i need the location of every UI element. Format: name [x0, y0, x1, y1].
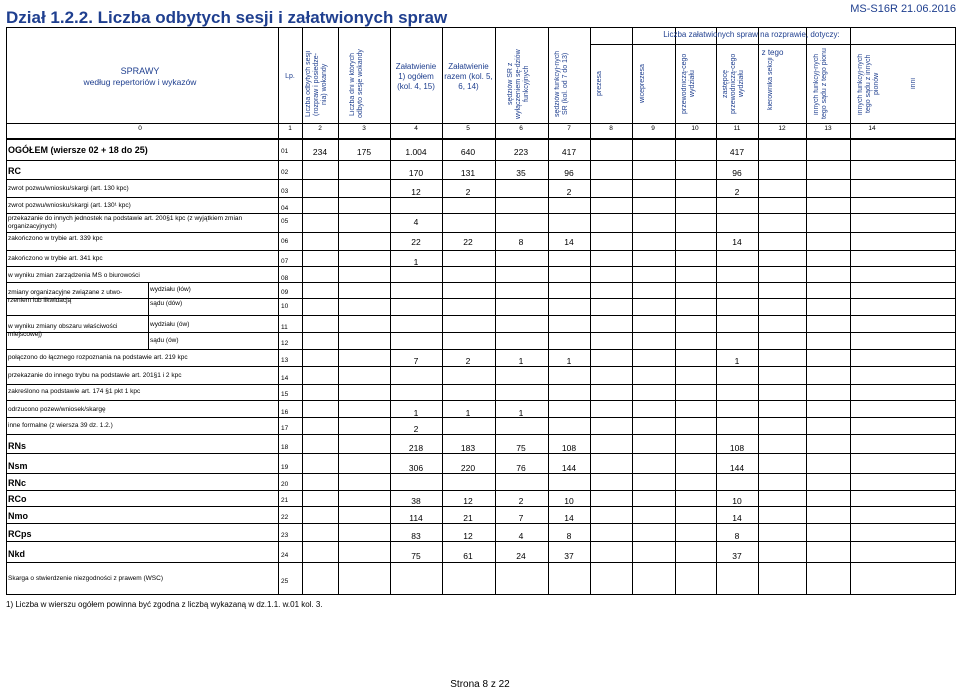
- row-03-col-3: 12: [411, 187, 421, 197]
- rule-v: [632, 27, 633, 595]
- header-col_zal_razem: Załatwienie razem (kol. 5, 6, 14): [444, 62, 493, 91]
- row-13-col-5: 1: [518, 356, 524, 366]
- row-number-14: 14: [281, 375, 289, 382]
- row-24-col-6: 37: [564, 551, 574, 561]
- row-13-col-4: 2: [465, 356, 471, 366]
- rule-v: [302, 27, 303, 595]
- row-number-05: 05: [281, 218, 289, 225]
- row-22-col-3: 114: [409, 513, 423, 523]
- row-03-col-6: 2: [566, 187, 572, 197]
- rule-v: [716, 27, 717, 595]
- row-number-25: 25: [281, 578, 289, 585]
- row-number-19: 19: [281, 464, 289, 471]
- rule-h: [6, 160, 955, 161]
- col-number: 13: [824, 125, 832, 132]
- rule-h: [6, 400, 955, 401]
- row-number-03: 03: [281, 188, 289, 195]
- rule-h: [6, 434, 955, 435]
- rule-h: [6, 179, 955, 180]
- row-18-col-3: 218: [408, 443, 424, 453]
- row-21-col-11: 10: [732, 496, 742, 506]
- row-01-col-1: 234: [312, 147, 328, 157]
- row-02-col-11: 96: [732, 168, 742, 178]
- row-01-col-5: 223: [513, 147, 529, 157]
- row-label-18: RNs: [8, 441, 27, 451]
- rule-h: [6, 123, 955, 124]
- rule-h: [6, 266, 955, 267]
- row-23-col-4: 12: [463, 531, 473, 541]
- row-02-col-6: 96: [564, 168, 574, 178]
- row-05-col-3: 4: [413, 217, 419, 227]
- row-label-09: wydziału (łów): [150, 286, 191, 293]
- header-prezesa: prezesa: [596, 71, 603, 97]
- row-02-col-4: 131: [460, 168, 476, 178]
- rule-h: [6, 506, 955, 507]
- row-number-23: 23: [281, 532, 289, 539]
- rule-h: [6, 366, 955, 367]
- rule-v: [758, 27, 759, 595]
- rule-v: [390, 27, 391, 595]
- header-innych2: innych funkcyj-nych tego sądu z innych pionów: [857, 53, 880, 115]
- rule-v: [590, 27, 591, 595]
- form-code: MS-S16R 21.06.2016: [850, 3, 956, 15]
- row-number-01: 01: [281, 148, 289, 155]
- rule-v: [148, 282, 149, 349]
- row-label-17: inne formalne (z wiersza 39 dz. 1.2.): [8, 422, 113, 429]
- row-label-03: zwrot pozwu/wniosku/skargi (art. 130 kpc): [8, 185, 129, 192]
- rule-h: [6, 349, 955, 350]
- row-24-col-4: 61: [463, 551, 473, 561]
- row-24-col-5: 24: [516, 551, 526, 561]
- row-21-col-3: 38: [411, 496, 421, 506]
- header-liczba-zal: Liczba załatwionych spraw na rozprawie, dotyczy:: [663, 30, 840, 39]
- rule-v: [338, 27, 339, 595]
- row-number-21: 21: [281, 497, 289, 504]
- row-number-17: 17: [281, 425, 289, 432]
- header-col_sedziow_sr: sędziów SR z wyłączeniem sę-dziów funkcyjnych: [506, 49, 530, 119]
- group-label-zmiany: zmiany organizacyjne związane z utwo-rzeniem lub likwidacją: [8, 289, 123, 304]
- rule-h: [6, 523, 955, 524]
- row-label-19: Nsm: [8, 461, 28, 471]
- row-number-06: 06: [281, 238, 289, 245]
- row-02-col-5: 35: [516, 168, 526, 178]
- col-number: 7: [567, 125, 571, 132]
- header-przewodn: przewodniczą-cego wydziału: [680, 53, 696, 115]
- row-number-09: 09: [281, 289, 289, 296]
- row-21-col-4: 12: [463, 496, 473, 506]
- rule-v: [675, 27, 676, 595]
- col-number: 10: [691, 125, 699, 132]
- row-23-col-3: 83: [411, 531, 421, 541]
- row-06-col-4: 22: [463, 237, 473, 247]
- row-number-11: 11: [281, 324, 288, 331]
- row-label-23: RCps: [8, 529, 32, 539]
- group-label-obszaru: w wyniku zmiany obszaru właściwości miejscowej): [8, 323, 118, 338]
- row-21-col-6: 10: [564, 496, 574, 506]
- row-13-col-6: 1: [566, 356, 572, 366]
- rule-h: [6, 384, 955, 385]
- row-label-24: Nkd: [8, 549, 26, 559]
- row-01-col-3: 1.004: [405, 147, 427, 157]
- col-number: 14: [868, 125, 876, 132]
- row-13-col-11: 1: [734, 356, 740, 366]
- header-innych1: innych funkcyj-nych tego sądu z tego pionu: [813, 48, 828, 120]
- row-19-col-6: 144: [561, 463, 577, 473]
- row-06-col-11: 14: [732, 237, 742, 247]
- row-01-col-11: 417: [729, 147, 745, 157]
- row-19-col-4: 220: [460, 463, 476, 473]
- row-number-04: 04: [281, 205, 289, 212]
- row-number-02: 02: [281, 169, 289, 176]
- row-24-col-3: 75: [411, 551, 421, 561]
- row-label-25: Skarga o stwierdzenie niezgodności z prawem (WSC): [8, 575, 163, 582]
- rule-h: [6, 541, 955, 542]
- row-label-22: Nmo: [8, 511, 28, 521]
- header-wiceprezesa: wiceprezesa: [638, 64, 646, 104]
- header-col_sesje: Liczba odbytych sesji (rozpraw i posiedze-nia) wokandy: [305, 50, 328, 118]
- rule-v: [806, 27, 807, 595]
- header-kierownika: kierownika sekcji: [767, 57, 774, 111]
- row-01-col-2: 175: [356, 147, 372, 157]
- row-16-col-5: 1: [518, 408, 524, 418]
- row-label-11: wydziału (ów): [150, 321, 190, 328]
- col-number: 3: [362, 125, 366, 132]
- header-lp: Lp.: [285, 73, 295, 80]
- row-label-02: RC: [8, 166, 21, 176]
- header-col_dni: Liczba dni w których odbyto sesje wokandy: [349, 49, 364, 119]
- rule-v: [955, 138, 956, 595]
- rule-h: [6, 473, 955, 474]
- row-17-col-3: 2: [413, 424, 419, 434]
- row-number-07: 07: [281, 258, 289, 265]
- rule-h: [6, 197, 955, 198]
- col-number: 12: [778, 125, 786, 132]
- row-02-col-3: 170: [408, 168, 424, 178]
- row-number-24: 24: [281, 552, 289, 559]
- row-03-col-11: 2: [734, 187, 740, 197]
- rule-h: [6, 562, 955, 563]
- row-number-22: 22: [281, 514, 289, 521]
- col-number: 9: [651, 125, 655, 132]
- row-19-col-3: 306: [408, 463, 424, 473]
- rule-h: [675, 44, 806, 45]
- col-number: 2: [318, 125, 322, 132]
- rule-h: [6, 232, 955, 233]
- row-06-col-5: 8: [518, 237, 524, 247]
- header-col_funkcyjnych: sędziów funkcyj-nych SR (kol. od 7 do 13): [554, 50, 569, 118]
- header-sprawy: SPRAWY: [120, 66, 160, 76]
- row-06-col-3: 22: [411, 237, 421, 247]
- rule-v: [495, 27, 496, 595]
- header-sprawy-2: według repertoriów i wykazów: [83, 77, 197, 87]
- row-label-04: zwrot pozwu/wniosku/skargi (art. 130¹ kpc): [8, 202, 131, 209]
- row-label-01: OGÓŁEM (wiersze 02 + 18 do 25): [8, 145, 148, 155]
- row-18-col-4: 183: [460, 443, 476, 453]
- row-number-08: 08: [281, 275, 289, 282]
- rule-h: [6, 490, 955, 491]
- row-label-16: odrzucono pozew/wniosek/skargę: [8, 406, 106, 413]
- rule-h: [6, 250, 955, 251]
- header-zastepcy: zastępcę przewodniczą-cego wydziału: [722, 53, 745, 115]
- rule-h: [6, 453, 955, 454]
- page-number: Strona 8 z 22: [450, 679, 510, 690]
- col-number: 0: [138, 125, 142, 132]
- row-number-18: 18: [281, 444, 289, 451]
- row-23-col-11: 8: [734, 531, 740, 541]
- row-label-10: sądu (dów): [150, 300, 183, 307]
- row-22-col-11: 14: [732, 513, 742, 523]
- rule-v: [6, 27, 7, 138]
- row-21-col-5: 2: [518, 496, 524, 506]
- row-13-col-3: 7: [413, 356, 419, 366]
- row-label-14: przekazanie do innego trybu na podstawie art. 201§1 i 2 kpc: [8, 372, 182, 379]
- row-16-col-3: 1: [413, 408, 419, 418]
- rule-v: [278, 27, 279, 595]
- row-number-15: 15: [281, 391, 289, 398]
- row-18-col-11: 108: [729, 443, 745, 453]
- row-07-col-3: 1: [413, 257, 419, 267]
- rule-h: [6, 27, 955, 28]
- row-22-col-5: 7: [518, 513, 524, 523]
- row-number-16: 16: [281, 409, 289, 416]
- row-number-20: 20: [281, 481, 289, 488]
- row-16-col-4: 1: [465, 408, 471, 418]
- col-number: 8: [609, 125, 613, 132]
- row-23-col-5: 4: [518, 531, 524, 541]
- rule-h: [6, 594, 955, 595]
- row-01-col-4: 640: [460, 147, 476, 157]
- col-number: 1: [288, 125, 292, 132]
- row-number-10: 10: [281, 303, 289, 310]
- rule-h: [6, 139, 955, 140]
- row-label-15: zakreślono na podstawie art. 174 §1 pkt 1 kpc: [8, 388, 141, 395]
- row-number-12: 12: [281, 340, 289, 347]
- header-col_zal_ogolem: Załatwienie 1) ogółem (kol. 4, 15): [395, 62, 437, 91]
- row-label-12: sądu (ów): [150, 337, 179, 344]
- row-01-col-6: 417: [561, 147, 577, 157]
- page-title: Dział 1.2.2. Liczba odbytych sesji i załatwionych spraw: [6, 8, 448, 27]
- row-24-col-11: 37: [732, 551, 742, 561]
- row-18-col-5: 75: [516, 443, 526, 453]
- row-label-07: zakończono w trybie art. 341 kpc: [8, 255, 103, 262]
- rule-v: [548, 27, 549, 595]
- row-label-05: przekazanie do innych jednostek na podstawie art. 200§1 kpc (z wyjątkiem zmian organizacyjnych): [8, 215, 243, 230]
- col-number: 6: [519, 125, 523, 132]
- row-label-13: połączono do łącznego rozpoznania na podstawie art. 219 kpc: [8, 354, 188, 361]
- footnote: 1) Liczba w wierszu ogółem powinna być zgodna z liczbą wykazaną w dz.1.1. w.01 kol. 3.: [6, 600, 323, 609]
- row-19-col-11: 144: [729, 463, 745, 473]
- row-23-col-6: 8: [566, 531, 572, 541]
- row-label-06: zakończono w trybie art. 339 kpc: [8, 235, 103, 242]
- row-label-20: RNc: [8, 478, 27, 488]
- col-number: 11: [733, 125, 741, 132]
- rule-v: [955, 27, 956, 138]
- col-number: 4: [414, 125, 418, 132]
- rule-v: [850, 27, 851, 595]
- row-18-col-6: 108: [561, 443, 577, 453]
- row-label-08: w wyniku zmian zarządzenia MS o biurowości: [8, 272, 140, 279]
- row-number-13: 13: [281, 357, 289, 364]
- row-06-col-6: 14: [564, 237, 574, 247]
- row-03-col-4: 2: [465, 187, 471, 197]
- row-22-col-4: 21: [463, 513, 473, 523]
- rule-v: [442, 27, 443, 595]
- row-19-col-5: 76: [516, 463, 526, 473]
- col-number: 5: [466, 125, 470, 132]
- row-22-col-6: 14: [564, 513, 574, 523]
- header-inni: inni: [909, 78, 917, 90]
- header-z-tego: z tego: [761, 48, 784, 57]
- rule-h: [6, 213, 955, 214]
- row-label-21: RCo: [8, 494, 27, 504]
